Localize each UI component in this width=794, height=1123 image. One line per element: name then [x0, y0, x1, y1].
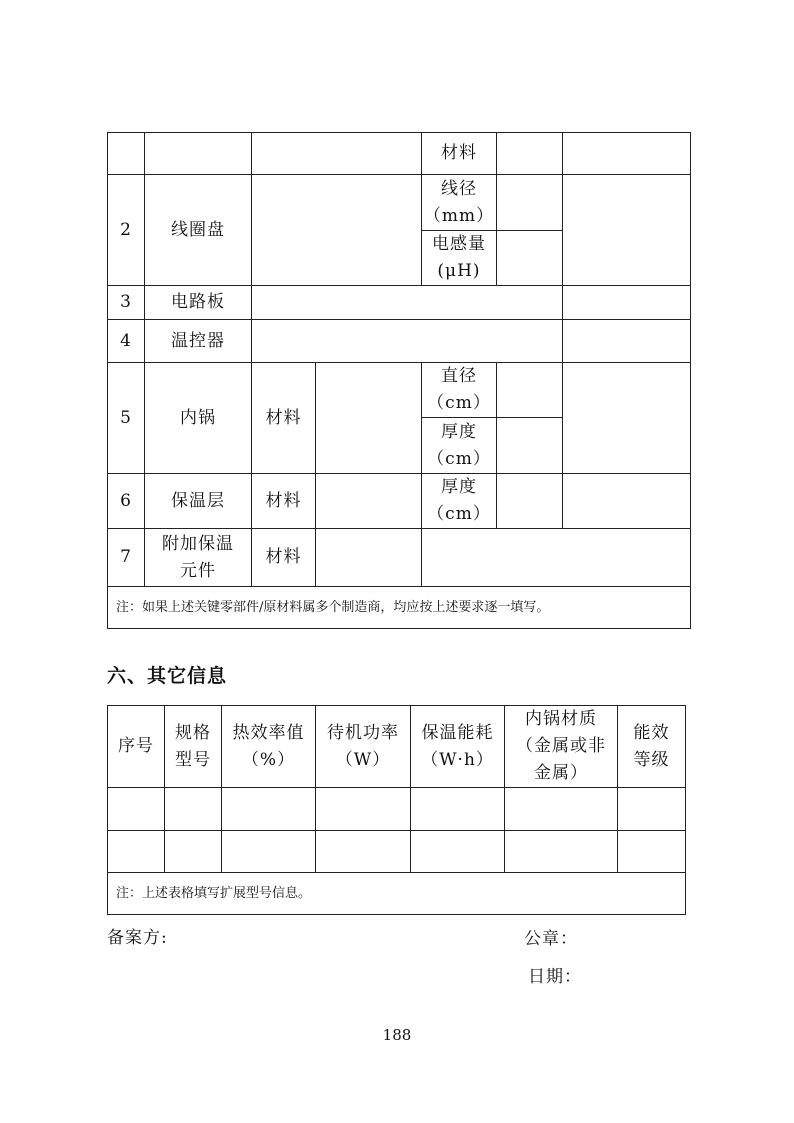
- component-name: 线圈盘: [145, 175, 252, 286]
- param-label: 直径 （cm）: [422, 363, 497, 418]
- page-number: 188: [382, 1026, 412, 1044]
- table-cell[interactable]: [252, 286, 563, 320]
- param-label: 电感量 (μH): [422, 231, 497, 286]
- param-label: 厚度 （cm）: [422, 418, 497, 474]
- section-title: 六、其它信息: [107, 665, 228, 687]
- table-cell[interactable]: [165, 788, 222, 831]
- column-header: 序号: [108, 706, 165, 788]
- column-header: 保温能耗 （W·h）: [411, 706, 505, 788]
- table-cell[interactable]: [252, 175, 422, 286]
- component-name: 附加保温 元件: [145, 529, 252, 587]
- other-info-table: [107, 705, 686, 915]
- table-cell[interactable]: [411, 788, 505, 831]
- table-cell[interactable]: [222, 831, 316, 873]
- table-cell[interactable]: [618, 788, 686, 831]
- table-cell[interactable]: [563, 133, 691, 175]
- table-cell[interactable]: [497, 231, 563, 286]
- table-cell[interactable]: [497, 363, 563, 418]
- table-cell[interactable]: [497, 474, 563, 529]
- row-number: 6: [108, 474, 145, 529]
- table-header-row: [108, 706, 686, 788]
- table-note: 注：如果上述关键零部件/原材料属多个制造商，均应按上述要求逐一填写。: [108, 587, 691, 629]
- table-cell[interactable]: [497, 133, 563, 175]
- table-cell[interactable]: [497, 418, 563, 474]
- component-name: 内锅: [145, 363, 252, 474]
- column-header: 内锅材质 （金属或非 金属）: [505, 706, 618, 788]
- table-cell[interactable]: [422, 529, 691, 587]
- table-row: [108, 474, 691, 529]
- table-cell[interactable]: [165, 831, 222, 873]
- table-row: [108, 831, 686, 873]
- table-row: [108, 363, 691, 418]
- row-number: 4: [108, 320, 145, 363]
- param-label: 厚度 （cm）: [422, 474, 497, 529]
- table-cell[interactable]: [411, 831, 505, 873]
- table-cell[interactable]: [563, 474, 691, 529]
- column-header: 待机功率 （W）: [316, 706, 411, 788]
- param-label: 线径 （mm）: [422, 175, 497, 231]
- table-cell[interactable]: [222, 788, 316, 831]
- table-cell[interactable]: [563, 175, 691, 286]
- table-cell[interactable]: [252, 133, 422, 175]
- table-row: [108, 286, 691, 320]
- table-cell[interactable]: [252, 320, 563, 363]
- table-cell[interactable]: [108, 788, 165, 831]
- component-name: 保温层: [145, 474, 252, 529]
- table-cell[interactable]: [145, 133, 252, 175]
- table-cell[interactable]: [316, 363, 422, 474]
- material-label: 材料: [252, 474, 316, 529]
- table-row: [108, 175, 691, 231]
- filer-label: 备案方:: [107, 928, 168, 948]
- material-label: 材料: [252, 529, 316, 587]
- table-note: 注：上述表格填写扩展型号信息。: [108, 873, 686, 915]
- table-cell[interactable]: [563, 286, 691, 320]
- param-label: 材料: [422, 133, 497, 175]
- component-name: 电路板: [145, 286, 252, 320]
- table-row: [108, 320, 691, 363]
- component-name: 温控器: [145, 320, 252, 363]
- row-number: 2: [108, 175, 145, 286]
- table-row: [108, 873, 686, 915]
- table-cell[interactable]: [505, 788, 618, 831]
- row-number: 7: [108, 529, 145, 587]
- date-label: 日期：: [528, 967, 582, 987]
- table-cell[interactable]: [316, 474, 422, 529]
- seal-label: 公章：: [524, 929, 578, 949]
- table-row: [108, 529, 691, 587]
- column-header: 规格 型号: [165, 706, 222, 788]
- table-cell[interactable]: [505, 831, 618, 873]
- key-components-table: [107, 132, 691, 629]
- table-row: [108, 133, 691, 175]
- row-number: 5: [108, 363, 145, 474]
- table-cell[interactable]: [316, 529, 422, 587]
- column-header: 能效 等级: [618, 706, 686, 788]
- table-cell[interactable]: [497, 175, 563, 231]
- table-row: [108, 587, 691, 629]
- column-header: 热效率值 （%）: [222, 706, 316, 788]
- material-label: 材料: [252, 363, 316, 474]
- table-cell[interactable]: [563, 363, 691, 474]
- table-cell[interactable]: [108, 831, 165, 873]
- table-cell[interactable]: [108, 133, 145, 175]
- table-cell[interactable]: [618, 831, 686, 873]
- table-cell[interactable]: [316, 831, 411, 873]
- table-row: [108, 788, 686, 831]
- table-cell[interactable]: [563, 320, 691, 363]
- row-number: 3: [108, 286, 145, 320]
- table-cell[interactable]: [316, 788, 411, 831]
